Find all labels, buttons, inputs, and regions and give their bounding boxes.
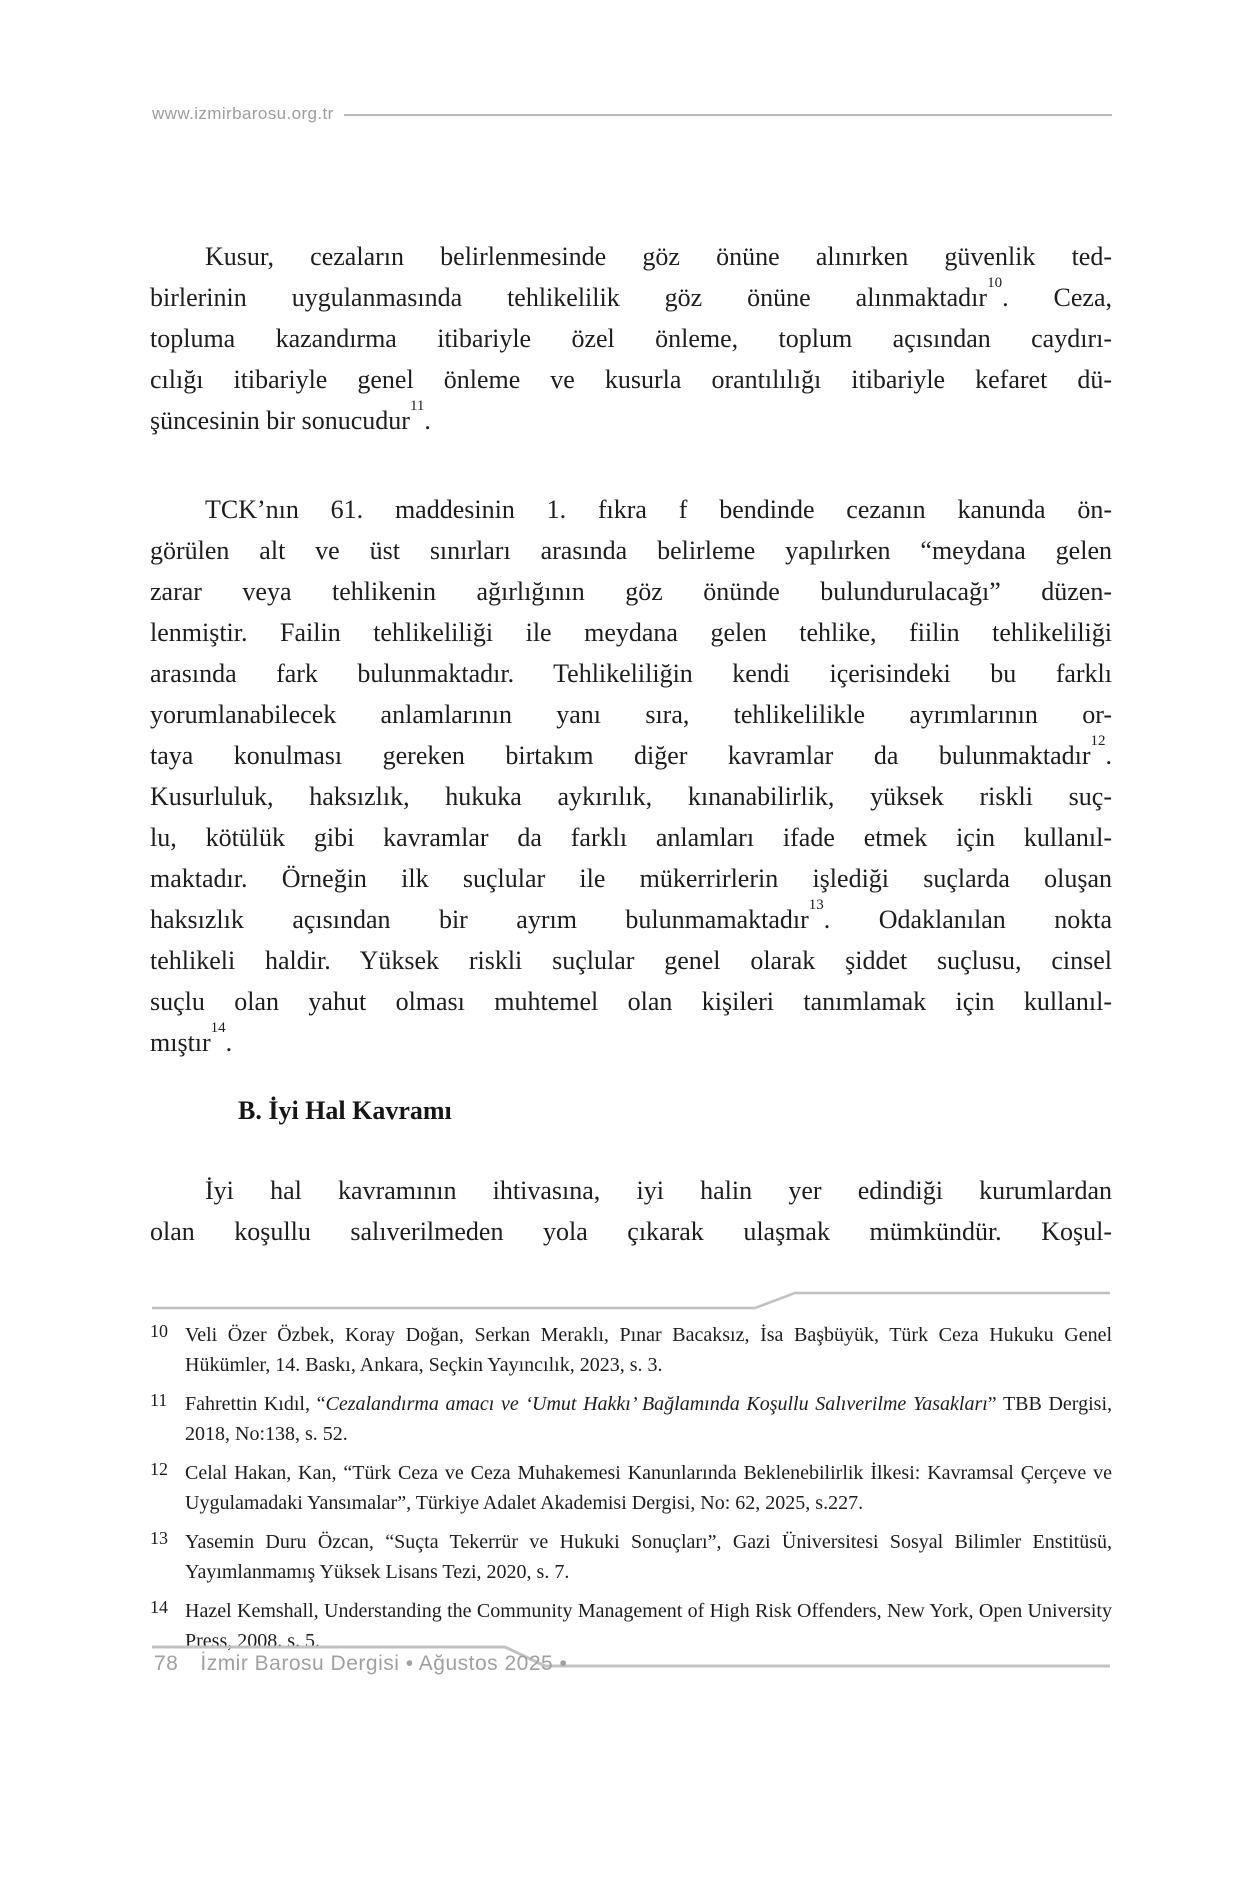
footnote-text: Fahrettin Kıdıl, “	[185, 1393, 326, 1415]
text-line: lu, kötülük gibi kavramlar da farklı anlamları ifade etmek için kullanıl-	[150, 823, 1112, 852]
header-url: www.izmirbarosu.org.tr	[152, 104, 334, 123]
footnote-number: 13	[150, 1528, 168, 1548]
footnote-text: Yasemin Duru Özcan, “Suçta Tekerrür ve Hukuki Sonuçları”, Gazi Üniversitesi Sosyal Bilimler Enstitüsü, Yayımlanmamış Yüksek Lisans Tezi, 2020, s. 7.	[185, 1531, 1112, 1583]
text-line: taya konulması gereken birtakım diğer kavramlar da bulunmaktadır$^{12}$.	[150, 733, 1112, 770]
page-body	[150, 236, 1112, 1252]
footnote-text: Celal Hakan, Kan, “Türk Ceza ve Ceza Muhakemesi Kanunlarında Beklenebilirlik İlkesi: Kavramsal Çerçeve ve Uygulamadaki Yansımalar”, Türkiye Adalet Akademisi Dergisi, No: 62, 2025, s.227.	[185, 1462, 1112, 1514]
journal-title-line: İzmir Barosu Dergisi • Ağustos 2025 •	[200, 1652, 568, 1675]
footnote-11	[150, 1389, 1112, 1449]
footnote-text: Hazel Kemshall, Understanding the Community Management of High Risk Offenders, New York, Open University Press, 2008. s. 5.	[185, 1600, 1112, 1652]
text-line: olan koşullu salıverilmeden yola çıkarak ulaşmak mümkündür. Koşul-	[150, 1217, 1112, 1246]
page-footer	[154, 1652, 567, 1676]
text-line: suçlu olan yahut olması muhtemel olan kişileri tanımlamak için kullanıl-	[150, 987, 1112, 1016]
text-line: lenmiştir. Failin tehlikeliliği ile meydana gelen tehlike, fiilin tehlikeliliği	[150, 618, 1112, 647]
footnote-reference: 14	[210, 1020, 226, 1037]
body-paragraph-1	[150, 236, 1112, 441]
text-line: arasında fark bulunmaktadır. Tehlikeliliğin kendi içerisindeki bu farklı	[150, 659, 1112, 688]
footnote-divider	[150, 1286, 1112, 1312]
text-line: görülen alt ve üst sınırları arasında belirleme yapılırken “meydana gelen	[150, 536, 1112, 565]
text-line: Kusurluluk, haksızlık, hukuka aykırılık, kınanabilirlik, yüksek riskli suç-	[150, 782, 1112, 811]
text-line: şüncesinin bir sonucudur$^{11}$.	[150, 398, 431, 435]
footnote-10	[150, 1320, 1112, 1380]
footnote-reference: 10	[987, 275, 1003, 292]
footnote-13	[150, 1527, 1112, 1587]
text-line: TCK’nın 61. maddesinin 1. fıkra f bendinde cezanın kanunda ön-	[205, 495, 1112, 524]
text-line: tehlikeli haldir. Yüksek riskli suçlular genel olarak şiddet suçlusu, cinsel	[150, 946, 1112, 975]
footnote-reference: 13	[808, 897, 824, 914]
text-line: maktadır. Örneğin ilk suçlular ile mükerrirlerin işlediği suçlarda oluşan	[150, 864, 1112, 893]
footnote-reference: 11	[409, 398, 425, 415]
text-line: topluma kazandırma itibariyle özel önleme, toplum açısından caydırı-	[150, 324, 1112, 353]
footnote-italic-text: Cezalandırma amacı ve ‘Umut Hakkı’ Bağlamında Koşullu Salıverilme Yasakları	[325, 1393, 988, 1415]
text-line: Kusur, cezaların belirlenmesinde göz önüne alınırken güvenlik ted-	[205, 242, 1112, 271]
page-number: 78	[154, 1652, 179, 1675]
footnote-number: 11	[150, 1390, 168, 1410]
section-heading: B. İyi Hal Kavramı	[238, 1096, 452, 1125]
footnotes-section	[150, 1320, 1112, 1665]
text-line: zarar veya tehlikenin ağırlığının göz önünde bulundurulacağı” düzen-	[150, 577, 1112, 606]
body-paragraph-3	[150, 1170, 1112, 1252]
footnote-text: ” TBB Dergisi, 2018, No:138, s. 52.	[185, 1393, 1112, 1445]
text-line: haksızlık açısından bir ayrım bulunmamaktadır$^{13}$. Odaklanılan nokta	[150, 897, 1112, 934]
footnote-number: 10	[150, 1321, 168, 1341]
footnote-reference: 12	[1090, 733, 1106, 750]
header-rule	[344, 114, 1112, 116]
text-line: yorumlanabilecek anlamlarının yanı sıra, tehlikelilikle ayrımlarının or-	[150, 700, 1112, 729]
footnote-text: Veli Özer Özbek, Koray Doğan, Serkan Meraklı, Pınar Bacaksız, İsa Başbüyük, Türk Ceza Hukuku Genel Hükümler, 14. Baskı, Ankara, Seçkin Yayıncılık, 2023, s. 3.	[185, 1324, 1112, 1376]
text-line: mıştır$^{14}$.	[150, 1020, 233, 1057]
text-line: cılığı itibariyle genel önleme ve kusurla orantılılığı itibariyle kefaret dü-	[150, 365, 1112, 394]
text-line: İyi hal kavramının ihtivasına, iyi halin yer edindiği kurumlardan	[205, 1176, 1112, 1205]
footnote-number: 12	[150, 1459, 168, 1479]
page-header	[152, 104, 1112, 124]
footnote-12	[150, 1458, 1112, 1518]
footnote-number: 14	[150, 1597, 168, 1617]
body-paragraph-2	[150, 489, 1112, 1063]
text-line: birlerinin uygulanmasında tehlikelilik göz önüne alınmaktadır$^{10}$. Ceza,	[150, 275, 1112, 312]
